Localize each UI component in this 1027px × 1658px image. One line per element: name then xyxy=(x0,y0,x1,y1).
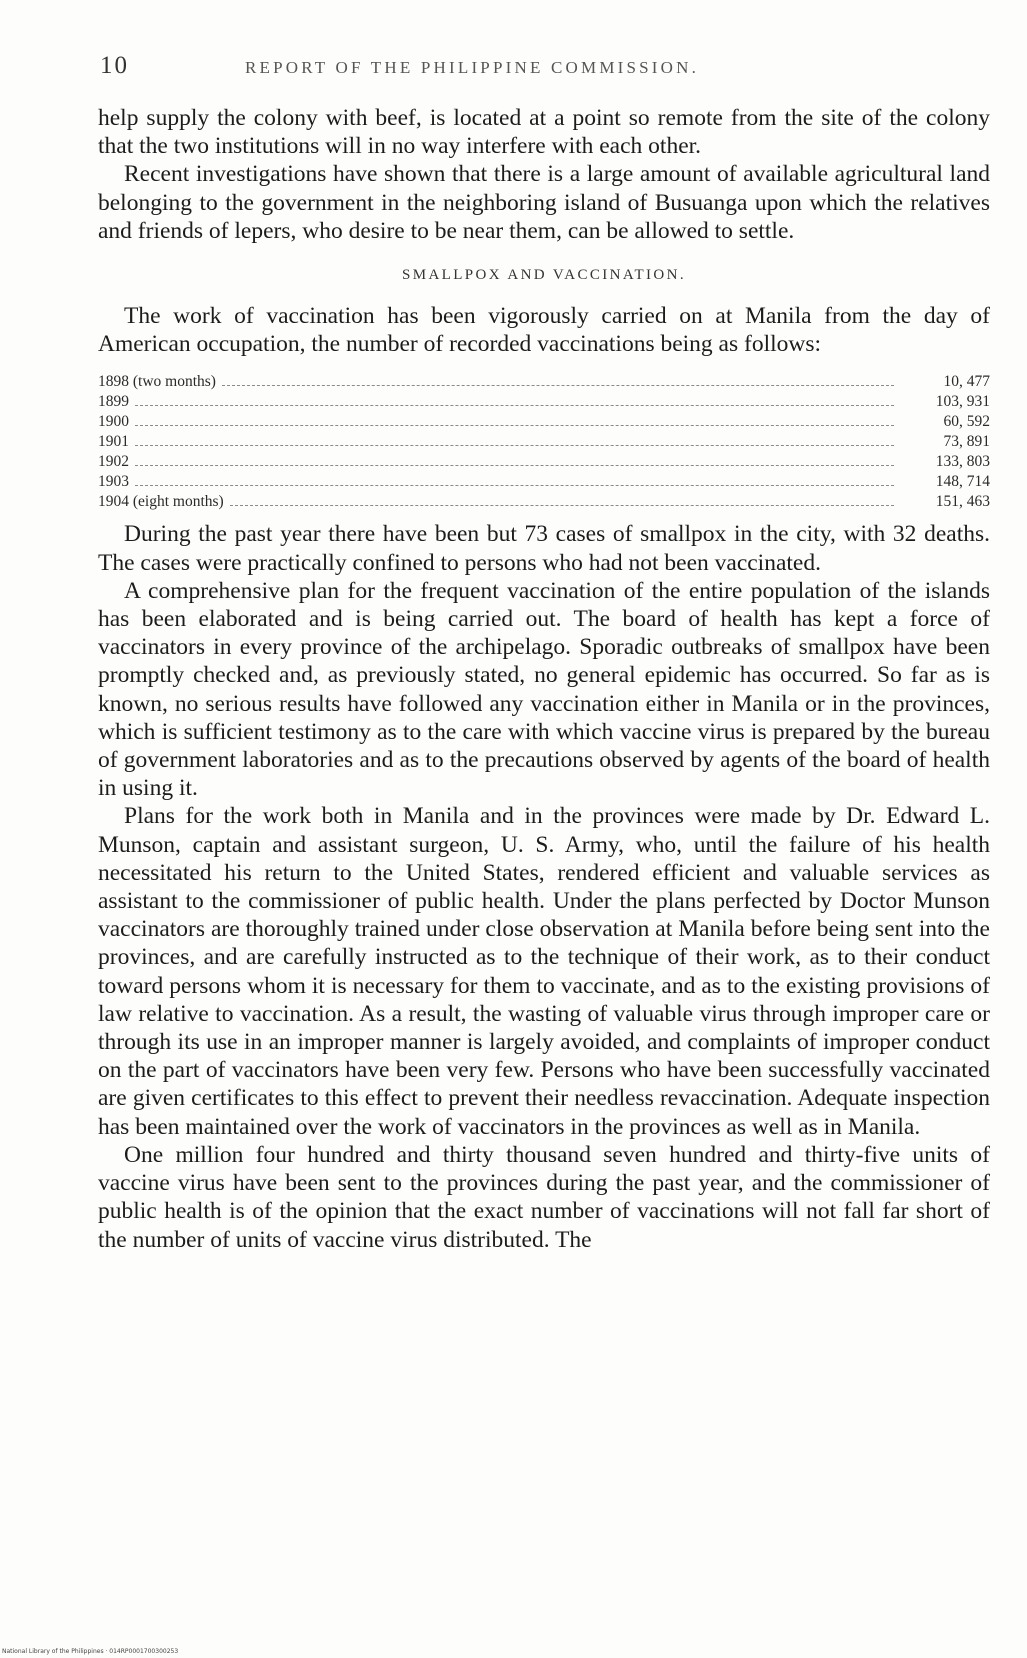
table-cell-count: 133, 803 xyxy=(935,453,990,471)
leader-dots xyxy=(222,384,894,386)
leader-dots xyxy=(135,424,894,426)
table-cell-year: 1898 (two months) xyxy=(98,373,216,391)
table-row xyxy=(98,392,990,412)
table-cell-year: 1904 (eight months) xyxy=(98,493,224,511)
archive-footer-note: National Library of the Philippines · 014RP0001700300253 xyxy=(2,1648,179,1655)
paragraph-busuanga-land: Recent investigations have shown that there is a large amount of available agricultural land belonging to the government in the neighboring island of Busuanga upon which the relatives and friends of lepers, who desire to be near them, can be allowed to settle. xyxy=(98,161,990,244)
section-heading: SMALLPOX AND VACCINATION. xyxy=(401,267,687,284)
table-cell-year: 1900 xyxy=(98,413,129,431)
running-title: REPORT OF THE PHILIPPINE COMMISSION. xyxy=(245,58,700,77)
leader-dots xyxy=(135,464,894,466)
table-cell-count: 73, 891 xyxy=(943,433,990,451)
table-cell-count: 103, 931 xyxy=(935,393,990,411)
page-number: 10 xyxy=(100,52,129,79)
table-cell-count: 151, 463 xyxy=(935,493,990,511)
leader-dots xyxy=(135,404,894,406)
paragraph-colony-beef: help supply the colony with beef, is located at a point so remote from the site of the colony that the two institutions will in no way interfere with each other. xyxy=(98,105,990,160)
table-cell-year: 1902 xyxy=(98,453,129,471)
table-cell-count: 148, 714 xyxy=(935,473,990,491)
table-cell-count: 10, 477 xyxy=(943,373,990,391)
table-cell-year: 1901 xyxy=(98,433,129,451)
table-cell-count: 60, 592 xyxy=(943,413,990,431)
table-row xyxy=(98,432,990,452)
paragraph-munson-plans: Plans for the work both in Manila and in the provinces were made by Dr. Edward L. Munson, captain and assistant surgeon, U. S. Army, who, until the failure of his health necessitated his return to the United States, rendered efficient and valuable services as assistant to the commissioner of public health. Under the plans perfected by Doctor Munson vaccinators are thoroughly trained under close observation at Manila before being sent into the provinces, and are carefully instructed as to the technique of their work, as to their conduct toward persons whom it is necessary for them to vaccinate, and as to the existing provisions of law relative to vaccination. As a result, the wasting of valuable virus through improper care or through its use in an improper manner is largely avoided, and complaints of improper conduct on the part of vaccinators have been very few. Persons who have been successfully vaccinated are given certificates to this effect to prevent their needless revaccination. Adequate inspection has been maintained over the work of vaccinators in the provinces as well as in Manila. xyxy=(98,803,990,1140)
table-row xyxy=(98,492,990,512)
table-row xyxy=(98,372,990,392)
vaccination-table xyxy=(98,372,990,512)
table-row xyxy=(98,412,990,432)
table-row xyxy=(98,452,990,472)
paragraph-vaccination-intro: The work of vaccination has been vigorously carried on at Manila from the day of American occupation, the number of recorded vaccinations being as follows: xyxy=(98,303,990,358)
paragraph-vaccine-units: One million four hundred and thirty thousand seven hundred and thirty-five units of vaccine virus have been sent to the provinces during the past year, and the commissioner of public health is of the opinion that the exact number of vaccinations will not fall far short of the number of units of vaccine virus distributed. The xyxy=(98,1141,990,1253)
table-cell-year: 1899 xyxy=(98,393,129,411)
table-cell-year: 1903 xyxy=(98,473,129,491)
leader-dots xyxy=(135,444,894,446)
leader-dots xyxy=(230,504,894,506)
paragraph-comprehensive-plan: A comprehensive plan for the frequent vaccination of the entire population of the islands has been elaborated and is being carried out. The board of health has kept a force of vaccinators in every province of the archipelago. Sporadic outbreaks of smallpox have been promptly checked and, as previously stated, no general epidemic has occurred. So far as is known, no serious results have followed any vaccination either in Manila or in the provinces, which is sufficient testimony as to the care with which vaccine virus is prepared by the bureau of government laboratories and as to the precautions observed by agents of the board of health in using it. xyxy=(98,577,990,802)
leader-dots xyxy=(135,484,894,486)
table-row xyxy=(98,472,990,492)
body-text xyxy=(98,104,990,1254)
paragraph-smallpox-cases: During the past year there have been but 73 cases of smallpox in the city, with 32 deaths. The cases were practically confined to persons who had not been vaccinated. xyxy=(98,521,990,576)
running-header xyxy=(100,52,980,84)
